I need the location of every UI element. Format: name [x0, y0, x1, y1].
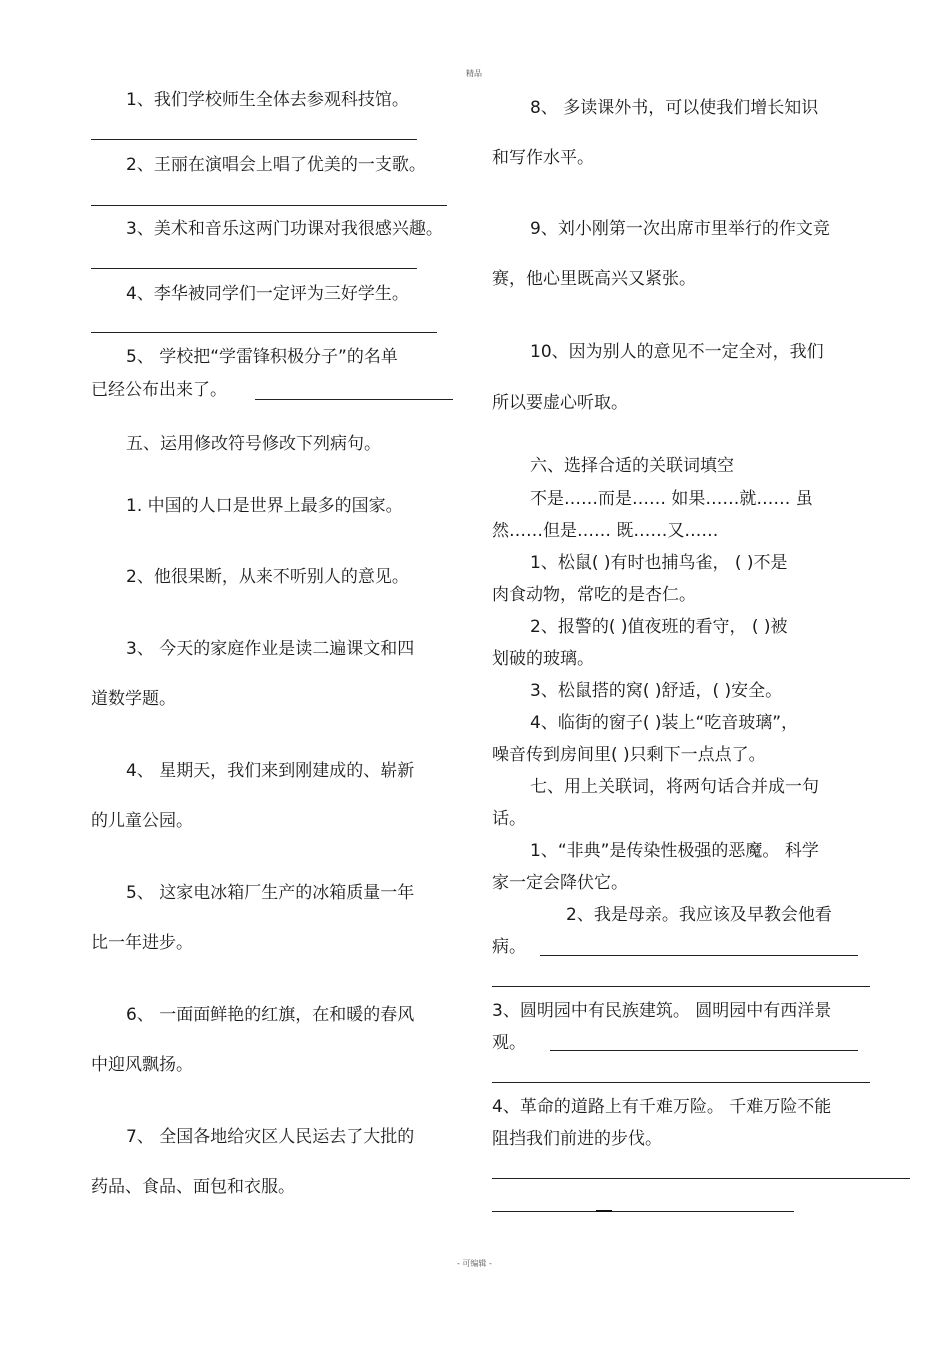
answer-line: [492, 1211, 794, 1212]
combine-2-line2: 病。: [492, 937, 526, 957]
combine-1-line2: 家一定会降伏它。: [492, 873, 628, 893]
conjunction-options-line1: 不是……而是…… 如果……就…… 虽: [530, 489, 813, 509]
sentence-4-line2: 的儿童公园。: [91, 811, 193, 831]
sentence-5-line2: 比一年进步。: [91, 933, 193, 953]
answer-line: [492, 1178, 910, 1179]
sentence-6-line1: 6、 一面面鲜艳的红旗，在和暖的春风: [126, 1005, 415, 1025]
fill-1-line2: 肉食动物，常吃的是杏仁。: [492, 585, 696, 605]
header-tag: 精品: [466, 69, 482, 78]
combine-3-line2: 观。: [492, 1033, 526, 1053]
answer-line: [492, 986, 870, 987]
answer-line: [91, 332, 437, 333]
section-seven-title-line1: 七、用上关联词，将两句话合并成一句: [530, 777, 819, 797]
sentence-4-line1: 4、 星期天，我们来到刚建成的、崭新: [126, 761, 415, 781]
left-q5-line2: 已经公布出来了。: [91, 380, 227, 400]
fill-4-line1: 4、临街的窗子( )装上“吃音玻璃”，: [530, 713, 799, 733]
fill-2-line1: 2、报警的( )值夜班的看守， ( )被: [530, 617, 788, 637]
left-q5-line1: 5、 学校把“学雷锋积极分子”的名单: [126, 347, 398, 367]
sentence-8-line2: 和写作水平。: [492, 148, 594, 168]
answer-line: [91, 268, 417, 269]
sentence-10-line2: 所以要虚心听取。: [492, 393, 628, 413]
answer-line: [91, 139, 417, 140]
sentence-6-line2: 中迎风飘扬。: [91, 1055, 193, 1075]
left-q3: 3、美术和音乐这两门功课对我很感兴趣。: [126, 219, 443, 239]
answer-line: [492, 1082, 870, 1083]
section-seven-title-line2: 话。: [492, 809, 526, 829]
fill-2-line2: 划破的玻璃。: [492, 649, 594, 669]
left-q4: 4、李华被同学们一定评为三好学生。: [126, 284, 409, 304]
fill-1-line1: 1、松鼠( )有时也捕鸟雀， ( )不是: [530, 553, 788, 573]
sentence-9-line2: 赛，他心里既高兴又紧张。: [492, 269, 696, 289]
sentence-7-line2: 药品、食品、面包和衣服。: [91, 1177, 295, 1197]
sentence-7-line1: 7、 全国各地给灾区人民运去了大批的: [126, 1127, 415, 1147]
combine-4-line2: 阻挡我们前进的步伐。: [492, 1129, 662, 1149]
left-q1: 1、我们学校师生全体去参观科技馆。: [126, 90, 409, 110]
section-six-title: 六、选择合适的关联词填空: [530, 456, 734, 476]
footer-tag: - 可编辑 -: [457, 1259, 492, 1268]
sentence-10-line1: 10、因为别人的意见不一定全对，我们: [530, 342, 824, 362]
answer-line: [550, 1050, 858, 1051]
combine-4-line1: 4、革命的道路上有千难万险。 千难万险不能: [492, 1097, 832, 1117]
left-q2: 2、王丽在演唱会上唱了优美的一支歌。: [126, 155, 426, 175]
combine-3-line1: 3、圆明园中有民族建筑。 圆明园中有西洋景: [492, 1001, 832, 1021]
sentence-5-line1: 5、 这家电冰箱厂生产的冰箱质量一年: [126, 883, 415, 903]
answer-line: [91, 205, 447, 206]
answer-line: [255, 399, 453, 400]
combine-1-line1: 1、“非典”是传染性极强的恶魔。 科学: [530, 841, 819, 861]
section-five-title: 五、运用修改符号修改下列病句。: [126, 434, 381, 454]
sentence-8-line1: 8、 多读课外书，可以使我们增长知识: [530, 98, 819, 118]
sentence-1: 1. 中国的人口是世界上最多的国家。: [126, 496, 403, 516]
fill-4-line2: 噪音传到房间里( )只剩下一点点了。: [492, 745, 766, 765]
answer-line-mark: [596, 1210, 612, 1212]
sentence-9-line1: 9、刘小刚第一次出席市里举行的作文竞: [530, 219, 830, 239]
conjunction-options-line2: 然……但是…… 既……又……: [492, 521, 719, 541]
sentence-2: 2、他很果断，从来不听别人的意见。: [126, 567, 409, 587]
fill-3: 3、松鼠搭的窝( )舒适，( )安全。: [530, 681, 783, 701]
combine-2-line1: 2、我是母亲。我应该及早教会他看: [566, 905, 832, 925]
sentence-3-line1: 3、 今天的家庭作业是读二遍课文和四: [126, 639, 415, 659]
sentence-3-line2: 道数学题。: [91, 689, 176, 709]
answer-line: [540, 955, 858, 956]
